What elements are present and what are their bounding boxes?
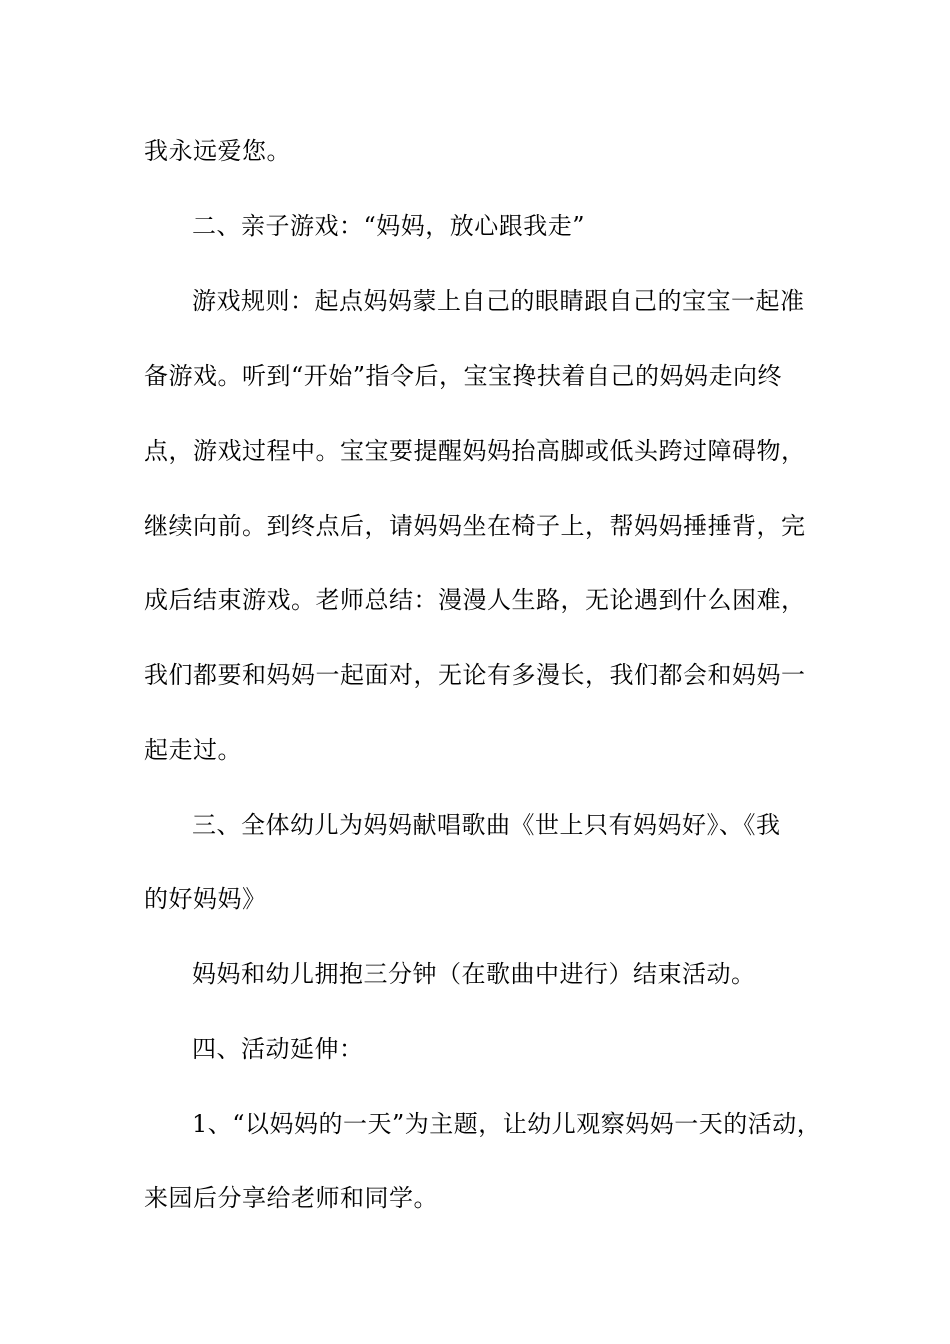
- paragraph-line: 的好妈妈》: [144, 885, 267, 913]
- paragraph-line-closing: 我永远爱您。: [144, 137, 291, 165]
- section-heading-parent-child-game: 二、亲子游戏：“妈妈，放心跟我走”: [192, 212, 586, 240]
- section-heading-song: 三、全体幼儿为妈妈献唱歌曲《世上只有妈妈好》、《我: [192, 811, 781, 839]
- list-item-1: 1、“以妈妈的一天”为主题，让幼儿观察妈妈一天的活动，: [192, 1110, 822, 1138]
- paragraph-line: 点，游戏过程中。宝宝要提醒妈妈抬高脚或低头跨过障碍物，: [144, 437, 806, 465]
- paragraph-line-game-rules: 游戏规则：起点妈妈蒙上自己的眼睛跟自己的宝宝一起准: [192, 287, 805, 315]
- paragraph-line: 成后结束游戏。老师总结：漫漫人生路，无论遇到什么困难，: [144, 586, 806, 614]
- paragraph-line: 来园后分享给老师和同学。: [144, 1184, 438, 1212]
- paragraph-line: 备游戏。听到“开始”指令后，宝宝搀扶着自己的妈妈走向终: [144, 362, 783, 390]
- paragraph-line: 继续向前。到终点后，请妈妈坐在椅子上，帮妈妈捶捶背，完: [144, 512, 806, 540]
- paragraph-line-hug: 妈妈和幼儿拥抱三分钟（在歌曲中进行）结束活动。: [192, 960, 756, 988]
- paragraph-line: 我们都要和妈妈一起面对，无论有多漫长，我们都会和妈妈一: [144, 661, 806, 689]
- section-heading-extension: 四、活动延伸：: [192, 1035, 364, 1063]
- paragraph-line: 起走过。: [144, 736, 242, 764]
